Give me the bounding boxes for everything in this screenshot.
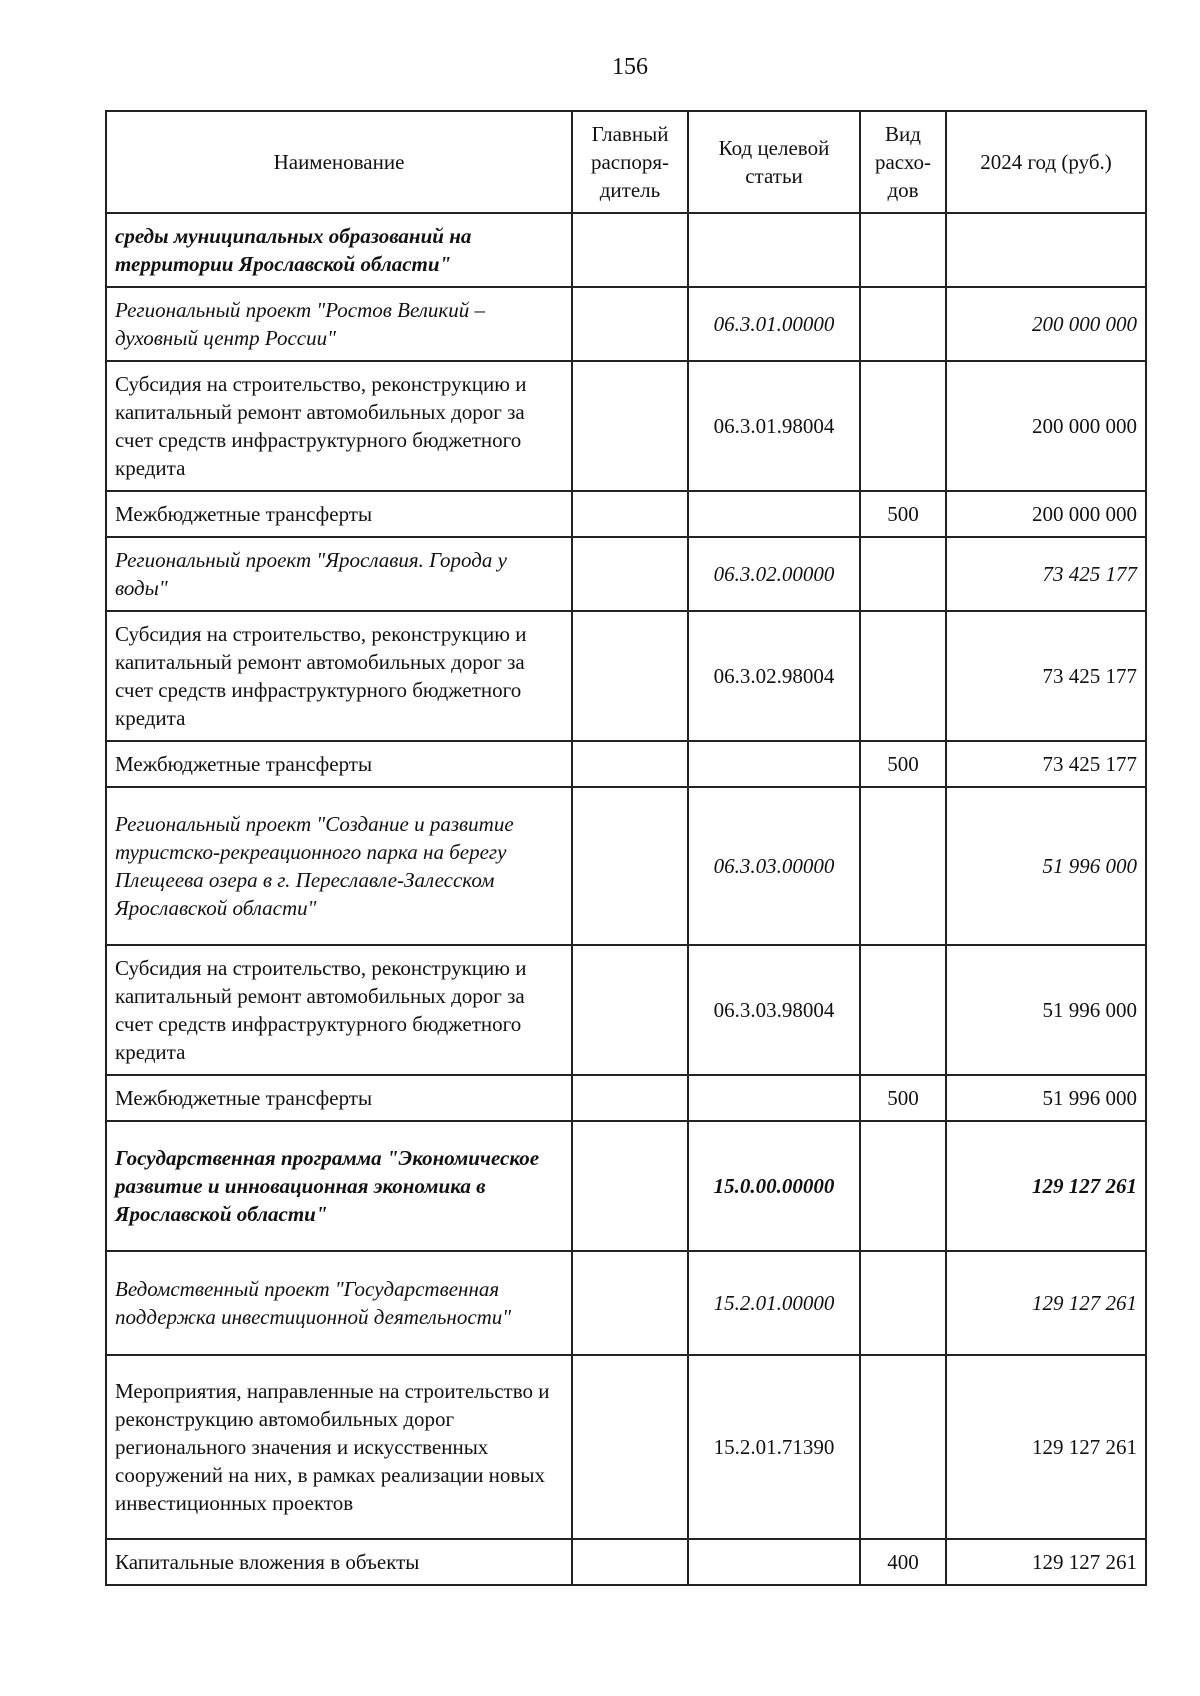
row-sum: 129 127 261	[946, 1539, 1146, 1585]
row-kind	[860, 787, 946, 945]
row-name: Региональный проект "Ярославия. Города у воды"	[106, 537, 572, 611]
row-name: Субсидия на строительство, реконструкцию и капитальный ремонт автомобильных дорог за счет средств инфраструктурного бюджетного кредита	[106, 945, 572, 1075]
table-row	[106, 741, 1146, 787]
row-kind	[860, 213, 946, 287]
row-sum: 129 127 261	[946, 1121, 1146, 1251]
row-admin	[572, 287, 688, 361]
row-kind: 400	[860, 1539, 946, 1585]
row-code	[688, 1075, 860, 1121]
row-admin	[572, 1075, 688, 1121]
row-name: Ведомственный проект "Государственная поддержка инвестиционной деятельности"	[106, 1251, 572, 1355]
row-sum: 129 127 261	[946, 1355, 1146, 1539]
row-name: Мероприятия, направленные на строительство и реконструкцию автомобильных дорог регионального значения и искусственных сооружений на них, в рамках реализации новых инвестиционных проектов	[106, 1355, 572, 1539]
page-number: 156	[612, 54, 648, 80]
row-kind: 500	[860, 741, 946, 787]
row-code	[688, 213, 860, 287]
row-code: 06.3.03.98004	[688, 945, 860, 1075]
header-kind: Вид расхо-дов	[860, 111, 946, 213]
row-code: 15.0.00.00000	[688, 1121, 860, 1251]
row-sum: 51 996 000	[946, 945, 1146, 1075]
row-code: 06.3.01.98004	[688, 361, 860, 491]
row-admin	[572, 1539, 688, 1585]
row-name: Субсидия на строительство, реконструкцию и капитальный ремонт автомобильных дорог за счет средств инфраструктурного бюджетного кредита	[106, 611, 572, 741]
row-kind	[860, 361, 946, 491]
row-admin	[572, 491, 688, 537]
row-sum: 129 127 261	[946, 1251, 1146, 1355]
row-code	[688, 491, 860, 537]
table-row	[106, 611, 1146, 741]
row-kind	[860, 1121, 946, 1251]
row-name: Межбюджетные трансферты	[106, 491, 572, 537]
row-admin	[572, 537, 688, 611]
row-sum: 51 996 000	[946, 1075, 1146, 1121]
row-admin	[572, 611, 688, 741]
row-name: Субсидия на строительство, реконструкцию и капитальный ремонт автомобильных дорог за счет средств инфраструктурного бюджетного кредита	[106, 361, 572, 491]
row-name: Региональный проект "Создание и развитие туристско-рекреационного парка на берегу Плещеева озера в г. Переславле-Залесском Ярославской области"	[106, 787, 572, 945]
row-sum	[946, 213, 1146, 287]
row-sum: 200 000 000	[946, 361, 1146, 491]
table-row	[106, 491, 1146, 537]
row-name: Региональный проект "Ростов Великий – духовный центр России"	[106, 287, 572, 361]
table-row	[106, 1355, 1146, 1539]
row-kind: 500	[860, 491, 946, 537]
row-admin	[572, 361, 688, 491]
table-row	[106, 945, 1146, 1075]
row-kind	[860, 1355, 946, 1539]
row-code: 15.2.01.71390	[688, 1355, 860, 1539]
row-code	[688, 1539, 860, 1585]
table-row	[106, 287, 1146, 361]
row-name: Межбюджетные трансферты	[106, 741, 572, 787]
row-name: Межбюджетные трансферты	[106, 1075, 572, 1121]
table-row	[106, 787, 1146, 945]
row-sum: 73 425 177	[946, 741, 1146, 787]
row-admin	[572, 1251, 688, 1355]
table-header-row	[106, 111, 1146, 213]
row-admin	[572, 213, 688, 287]
row-sum: 73 425 177	[946, 611, 1146, 741]
table-row	[106, 1075, 1146, 1121]
row-sum: 73 425 177	[946, 537, 1146, 611]
header-name: Наименование	[106, 111, 572, 213]
table-row	[106, 1121, 1146, 1251]
row-admin	[572, 741, 688, 787]
row-code: 06.3.02.00000	[688, 537, 860, 611]
table-row	[106, 537, 1146, 611]
row-kind	[860, 537, 946, 611]
row-kind	[860, 1251, 946, 1355]
row-admin	[572, 787, 688, 945]
row-name: среды муниципальных образований на территории Ярославской области"	[106, 213, 572, 287]
row-admin	[572, 945, 688, 1075]
row-name: Государственная программа "Экономическое развитие и инновационная экономика в Ярославской области"	[106, 1121, 572, 1251]
row-kind: 500	[860, 1075, 946, 1121]
table-row	[106, 1539, 1146, 1585]
row-admin	[572, 1121, 688, 1251]
row-sum: 51 996 000	[946, 787, 1146, 945]
row-code: 06.3.01.00000	[688, 287, 860, 361]
row-code: 06.3.02.98004	[688, 611, 860, 741]
row-code: 06.3.03.00000	[688, 787, 860, 945]
table-row	[106, 1251, 1146, 1355]
row-name: Капитальные вложения в объекты	[106, 1539, 572, 1585]
row-sum: 200 000 000	[946, 491, 1146, 537]
header-admin: Главный распоря-дитель	[572, 111, 688, 213]
header-code: Код целевой статьи	[688, 111, 860, 213]
row-kind	[860, 611, 946, 741]
row-sum: 200 000 000	[946, 287, 1146, 361]
budget-table	[105, 110, 1147, 1586]
row-kind	[860, 287, 946, 361]
table-row	[106, 213, 1146, 287]
row-kind	[860, 945, 946, 1075]
row-code: 15.2.01.00000	[688, 1251, 860, 1355]
row-code	[688, 741, 860, 787]
table-row	[106, 361, 1146, 491]
header-sum: 2024 год (руб.)	[946, 111, 1146, 213]
row-admin	[572, 1355, 688, 1539]
